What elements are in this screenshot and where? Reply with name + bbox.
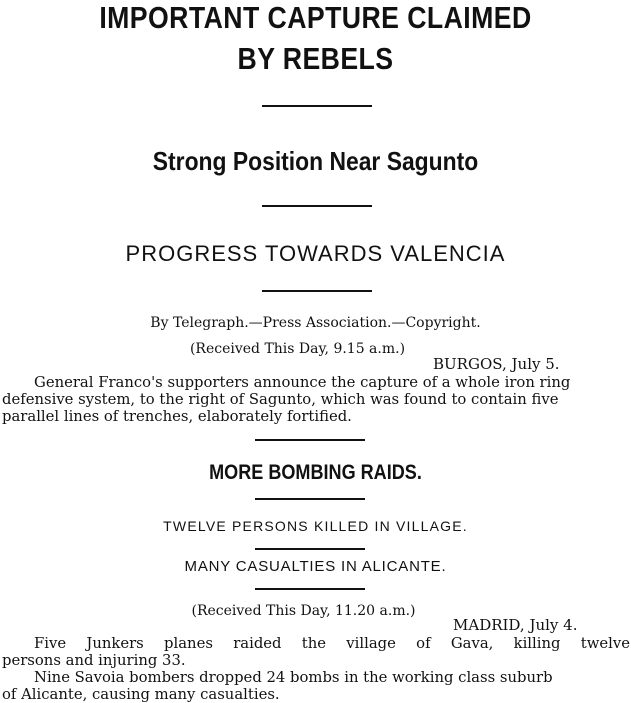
body-line: of Alicante, causing many casualties.: [2, 686, 280, 703]
divider-rule: [262, 290, 372, 292]
section-deck: TWELVE PERSONS KILLED IN VILLAGE.: [163, 518, 468, 534]
section-heading: MORE BOMBING RAIDS.: [209, 461, 422, 484]
divider-rule: [255, 498, 365, 500]
body-line: parallel lines of trenches, elaborately fortified.: [2, 408, 352, 425]
deck-headline: PROGRESS TOWARDS VALENCIA: [125, 241, 506, 266]
divider-rule: [262, 205, 372, 207]
received-time: (Received This Day, 9.15 a.m.): [189, 341, 406, 357]
dateline: MADRID, July 4.: [453, 616, 578, 634]
body-line: General Franco's supporters announce the capture of a whole iron ring: [34, 374, 571, 391]
dateline: BURGOS, July 5.: [433, 355, 560, 373]
divider-rule: [262, 105, 372, 107]
body-line: Five Junkers planes raided the village of Gava, killing twelve: [34, 635, 630, 652]
byline: By Telegraph.—Press Association.—Copyright.: [150, 315, 481, 331]
divider-rule: [255, 439, 365, 441]
section-deck: MANY CASUALTIES IN ALICANTE.: [184, 558, 447, 575]
received-time: (Received This Day, 11.20 a.m.): [191, 603, 416, 619]
body-line: Nine Savoia bombers dropped 24 bombs in the working class suburb: [34, 669, 553, 686]
divider-rule: [255, 548, 365, 550]
subheadline: Strong Position Near Sagunto: [152, 146, 479, 176]
body-line: defensive system, to the right of Sagunto, which was found to contain five: [2, 391, 559, 408]
headline-line-2: BY REBELS: [237, 41, 394, 76]
headline-line-1: IMPORTANT CAPTURE CLAIMED: [99, 0, 532, 35]
body-line: persons and injuring 33.: [2, 652, 186, 669]
divider-rule: [255, 588, 365, 590]
